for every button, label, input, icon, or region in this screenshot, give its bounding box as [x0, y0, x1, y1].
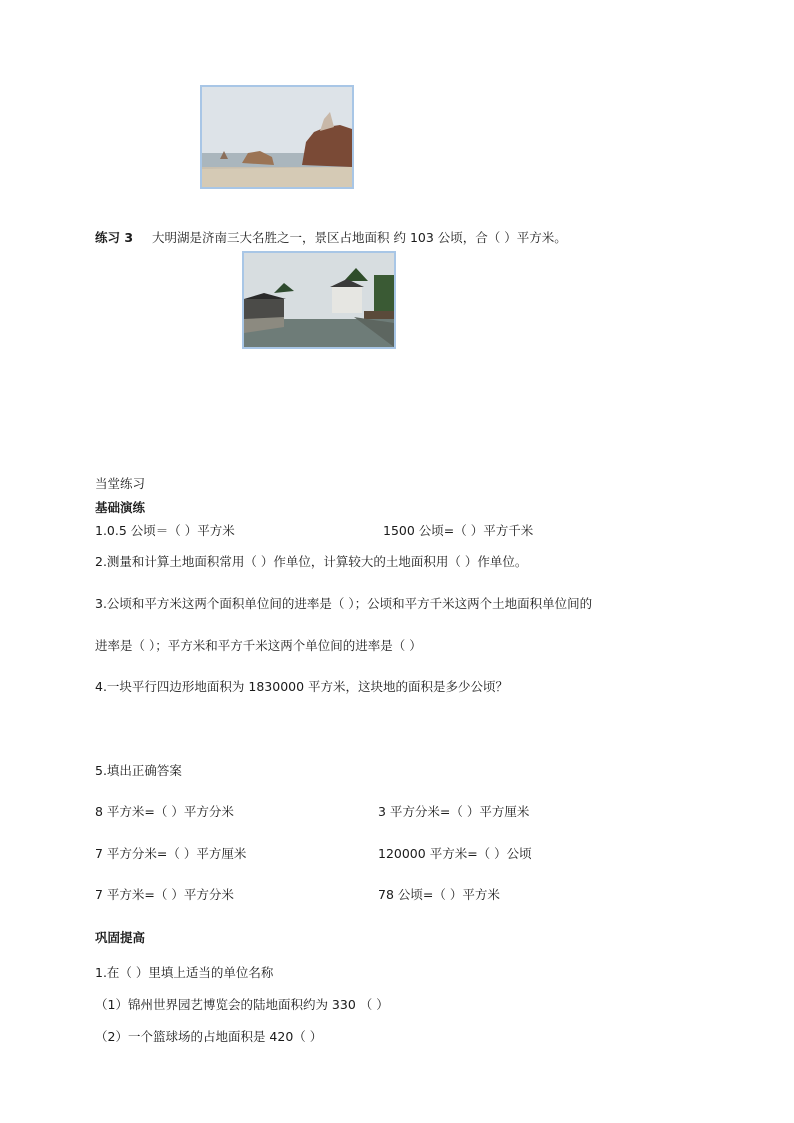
improve-question-1-1: （1）锦州世界园艺博览会的陆地面积约为 330 （ ） [95, 997, 389, 1012]
basic-practice-heading: 基础演练 [95, 500, 146, 515]
exercise3-text: 大明湖是济南三大名胜之一，景区占地面积 约 103 公顷，合（ ）平方米。 [152, 230, 567, 245]
question-4: 4.一块平行四边形地面积为 1830000 平方米，这块地的面积是多少公顷？ [95, 679, 509, 694]
section-title: 当堂练习 [95, 476, 146, 491]
question-5-row2-right: 120000 平方米=（ ）公顷 [378, 846, 532, 861]
question-5-row1-left: 8 平方米=（ ）平方分米 [95, 804, 234, 819]
question-5-row1-right: 3 平方分米=（ ）平方厘米 [378, 804, 530, 819]
question-5-row3-right: 78 公顷=（ ）平方米 [378, 887, 500, 902]
coastal-landscape-photo [200, 85, 354, 189]
question-5-title: 5.填出正确答案 [95, 763, 182, 778]
question-3-line1: 3.公顷和平方米这两个面积单位间的进率是（ ）；公顷和平方千米这两个土地面积单位间的 [95, 596, 593, 611]
improve-heading: 巩固提高 [95, 930, 146, 945]
question-2: 2.测量和计算土地面积常用（ ）作单位，计算较大的土地面积用（ ）作单位。 [95, 554, 528, 569]
improve-question-1: 1.在（ ）里填上适当的单位名称 [95, 965, 274, 980]
question-1b: 1500 公顷=（ ）平方千米 [383, 523, 534, 538]
question-1a: 1.0.5 公顷＝（ ）平方米 [95, 523, 235, 538]
lake-pavilion-photo [242, 251, 396, 349]
improve-question-1-2: （2）一个篮球场的占地面积是 420（ ） [95, 1029, 323, 1044]
exercise3-label: 练习 3 [95, 230, 134, 245]
question-3-line2: 进率是（ ）；平方米和平方千米这两个单位间的进率是（ ） [95, 638, 422, 653]
question-5-row2-left: 7 平方分米=（ ）平方厘米 [95, 846, 247, 861]
question-5-row3-left: 7 平方米=（ ）平方分米 [95, 887, 234, 902]
